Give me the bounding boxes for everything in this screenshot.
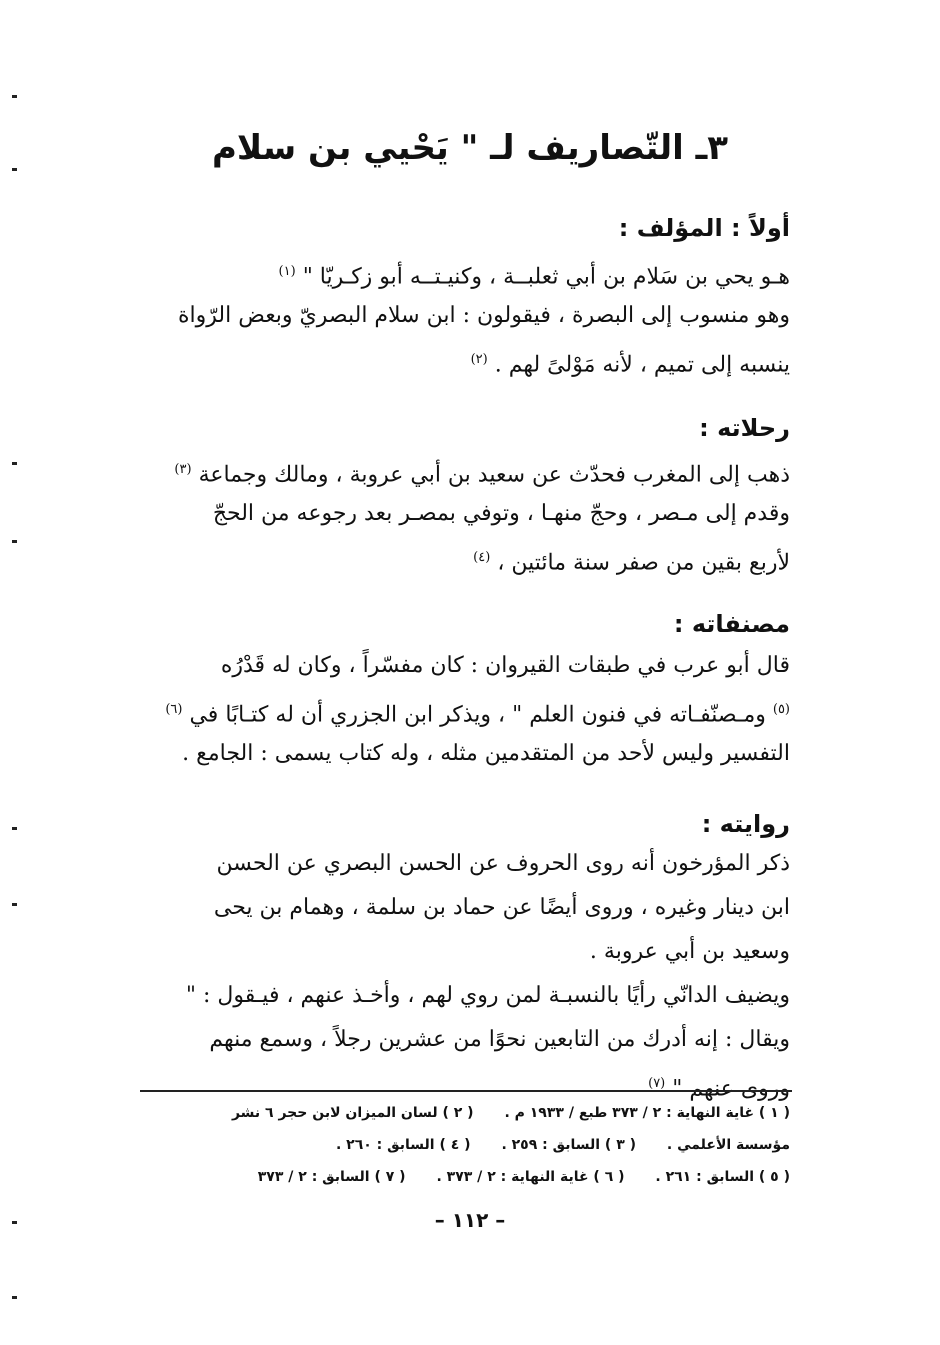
paragraph-line: وسعيد بن أبي عروبة . [589,939,790,964]
footnote-text: ( ١ ) غاية النهاية : ٢ / ٣٧٣ طبع / ١٩٣٣ م . [504,1105,790,1121]
footnote-line [130,1097,790,1129]
footnote-marker: (٣) [174,462,192,477]
footnote-text: ( ٦ ) غاية النهاية : ٢ / ٣٧٣ . [436,1169,625,1185]
scan-mark [12,1296,17,1299]
paragraph-line: ذهب إلى المغرب فحدّث عن سعيد بن أبي عروبة ، ومالك وجماعة [198,462,790,488]
scan-mark [12,168,17,171]
paragraph-line: قال أبو عرب في طبقات القيروان : كان مفسّراً ، وكان له قَدْرُه [220,653,790,678]
section-body-travels [130,448,790,580]
paragraph-line: لأربع بقين من صفر سنة مائتين ، [497,550,790,576]
footnote-marker: (٧) [648,1076,666,1091]
footnote-text: ( ٧ ) السابق : ٢ / ٣٧٣ [257,1169,406,1185]
section-heading-author: أولاً : المؤلف : [618,214,790,242]
section-heading-narration: روايته : [701,810,790,838]
section-body-works [130,644,790,776]
page-title: ٣ـ التّصاريف لـ " يَحْيي بن سلام [212,128,728,168]
footnote-text: ( ٢ ) لسان الميزان لابن حجر ٦ نشر [231,1105,474,1121]
footnote-marker: (٤) [473,550,491,565]
footnote-text: ( ٣ ) السابق : ٢٥٩ . [501,1137,637,1153]
paragraph-line: وهو منسوب إلى البصرة ، فيقولون : ابن سلام البصريّ وبعض الرّواة [178,303,790,328]
section-heading-travels: رحلاته : [699,414,790,442]
footnote-text: ( ٤ ) السابق : ٢٦٠ . [335,1137,471,1153]
footnote-marker: (١) [278,264,296,279]
scan-mark [12,95,17,98]
footnote-marker: (٥) [772,702,790,717]
paragraph-line: وقدم إلى مـصر ، وحجّ منهـا ، وتوفي بمصـر بعد رجوعه من الحجّ [212,501,790,526]
scan-mark [12,1221,17,1224]
footnote-line [130,1129,790,1161]
paragraph-line: التفسير وليس لأحد من المتقدمين مثله ، وله كتاب يسمى : الجامع . [182,741,790,766]
footnote-line [130,1161,790,1193]
paragraph-line: ومـصنّفـاته في فنون العلم " ، ويذكر ابن الجزري أن له كتـابًا في [189,702,766,728]
footnotes [130,1097,790,1193]
footnote-text: مؤسسة الأعلمي . [666,1137,790,1153]
scan-mark [12,540,17,543]
section-body-author [130,250,790,382]
footnote-text: ( ٥ ) السابق : ٢٦١ . [655,1169,790,1185]
footnote-marker: (٢) [470,352,488,367]
scan-mark [12,903,17,906]
page-number: – ١١٢ – [434,1208,506,1232]
paragraph-line: هـو يحي بن سَلام بن أبي ثعلبــة ، وكنيـتــه أبو زكـريّا " [302,264,790,290]
section-heading-works: مصنفاته : [673,610,790,638]
paragraph-line: ينسبه إلى تميم ، لأنه مَوْلىً لهم . [494,352,790,378]
paragraph-line: ذكر المؤرخون أنه روى الحروف عن الحسن البصري عن الحسن [216,851,790,876]
paragraph-line: وروى عنهم " [672,1076,790,1102]
scan-mark [12,462,17,465]
footnote-marker: (٦) [165,702,183,717]
scan-mark [12,827,17,830]
footnote-separator [140,1090,792,1092]
paragraph-line: ويضيف الدانّي رأيًا بالنسبـة لمن روي لهم ، وأخـذ عنهم ، فيـقول : " [185,983,790,1008]
section-body-narration [130,842,790,1106]
paragraph-line: ابن دينار وغيره ، وروى أيضًا عن حماد بن سلمة ، وهمام بن يحى [213,895,790,920]
paragraph-line: ويقال : إنه أدرك من التابعين نحوًا من عشرين رجلاً ، وسمع منهم [209,1027,790,1052]
